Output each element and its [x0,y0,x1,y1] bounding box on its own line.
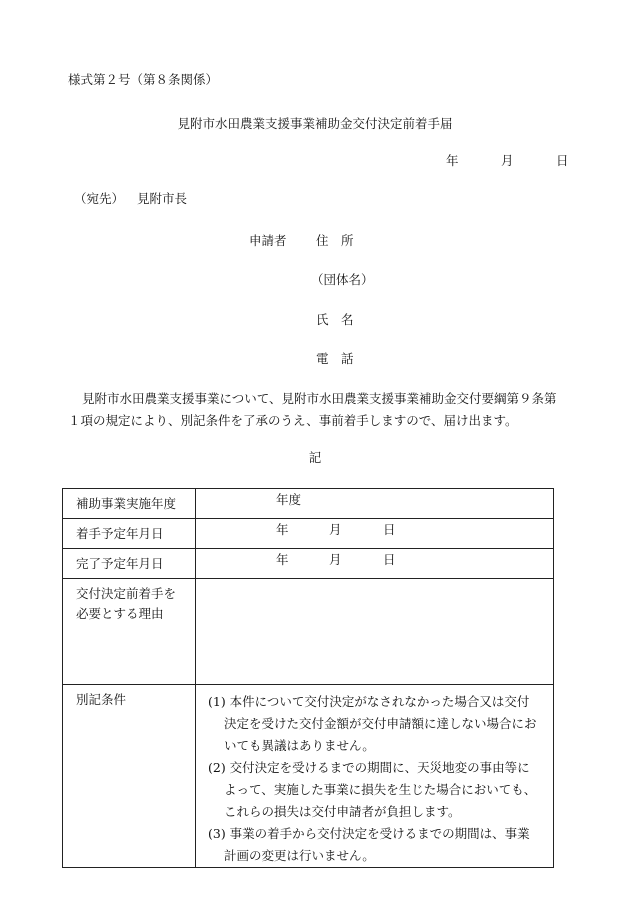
start-date-month: 月 [329,522,342,537]
table-row-fiscal-year [63,489,554,519]
reason-label-line2: 必要とする理由 [76,606,164,621]
reason-label-line1: 交付決定前着手を [76,586,177,601]
applicant-phone-label: 電 話 [316,351,354,366]
form-number: 様式第２号（第８条関係） [68,72,219,87]
reason-label [63,579,196,685]
end-date-day: 日 [383,552,396,567]
condition-item-1: (1) 本件について交付決定がなされなかった場合又は交付決定を受けた交付金額が交付申請額に達しない場合においても異議はありません。 [208,694,537,753]
date-year-label: 年 [446,153,459,168]
application-table [62,488,554,868]
applicant-label: 申請者 [249,233,287,248]
conditions-list [196,685,554,868]
condition-item-3: (3) 事業の着手から交付決定を受けるまでの期間は、事業計画の変更は行いません。 [208,826,530,863]
applicant-address-label: 住 所 [316,233,354,248]
condition-item-2: (2) 交付決定を受けるまでの期間に、天災地変の事由等によって、実施した事業に損失を生じた場合においても、これらの損失は交付申請者が負担します。 [208,760,537,819]
start-date-day: 日 [383,522,396,537]
body-paragraph: 見附市水田農業支援事業について、見附市水田農業支援事業補助金交付要綱第９条第１項の規定により、別記条件を了承のうえ、事前着手しますので、届け出ます。 [68,391,557,428]
date-day-label: 日 [556,153,569,168]
fiscal-year-label: 補助事業実施年度 [63,489,196,519]
ki-heading: 記 [308,450,322,465]
conditions-label: 別記条件 [63,685,196,868]
table-row-conditions [63,685,554,868]
start-date-year: 年 [276,522,289,537]
date-month-label: 月 [501,153,514,168]
reason-value[interactable] [196,579,554,685]
start-date-label: 着手予定年月日 [63,519,196,549]
end-date-year: 年 [276,552,289,567]
applicant-organization-label: （団体名） [311,272,374,287]
table-row-start-date [63,519,554,549]
fiscal-year-unit: 年度 [276,492,302,507]
end-date-month: 月 [329,552,342,567]
document-title: 見附市水田農業支援事業補助金交付決定前着手届 [177,116,453,131]
end-date-label: 完了予定年月日 [63,549,196,579]
fiscal-year-value[interactable] [196,489,554,519]
end-date-value[interactable] [196,549,554,579]
applicant-name-label: 氏 名 [316,312,354,327]
start-date-value[interactable] [196,519,554,549]
table-row-end-date [63,549,554,579]
addressee-label: （宛先） [74,191,125,206]
table-row-reason [63,579,554,685]
addressee-name: 見附市長 [137,191,188,206]
